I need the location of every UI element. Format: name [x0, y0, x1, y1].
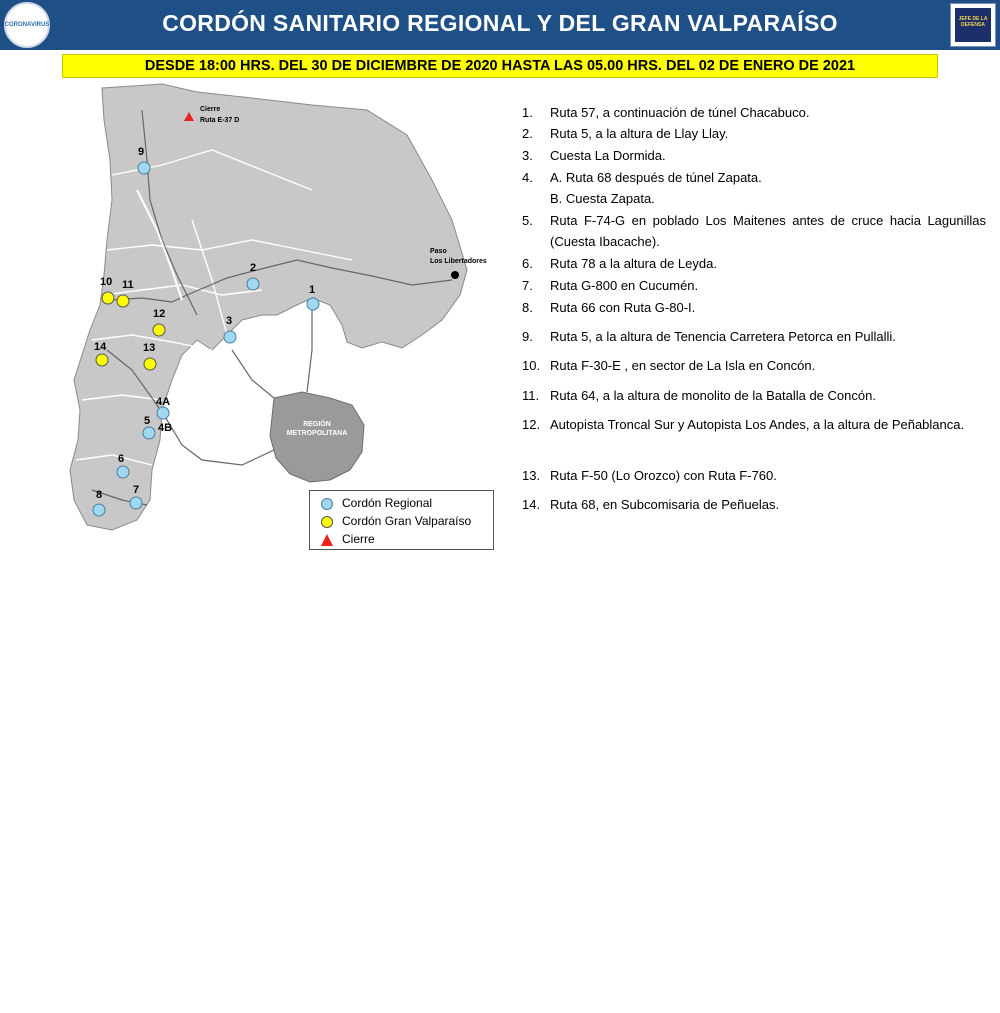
marker-label: 14	[94, 341, 107, 353]
route-num: 6.	[522, 256, 533, 271]
map-legend	[309, 490, 494, 550]
marker-label: 12	[153, 308, 166, 320]
route-num: 13.	[522, 468, 541, 483]
route-num: 14.	[522, 497, 541, 512]
coronavirus-logo	[4, 2, 50, 48]
logo-right-text: JEFE DE LA DEFENSA	[958, 16, 988, 28]
paso-label-1: Paso	[430, 248, 447, 255]
marker-label: 7	[133, 484, 140, 496]
marker-circle-icon	[117, 466, 129, 478]
route-text: Ruta F-30-E , en sector de La Isla en Concón.	[550, 358, 816, 373]
paso-marker-icon	[451, 271, 459, 279]
marker-label: 6	[118, 453, 125, 465]
route-num: 7.	[522, 278, 533, 293]
marker-label: 4B	[158, 422, 173, 434]
map-svg	[12, 80, 508, 560]
route-num: 3.	[522, 148, 533, 163]
route-text: Ruta F-50 (Lo Orozco) con Ruta F-760.	[550, 468, 777, 483]
page-title: CORDÓN SANITARIO REGIONAL Y DEL GRAN VALPARAÍSO	[162, 10, 838, 36]
route-text: Cuesta La Dormida.	[550, 148, 666, 163]
route-num: 12.	[522, 417, 541, 432]
route-num: 1.	[522, 105, 533, 120]
marker-label: 4A	[156, 396, 171, 408]
route-text: Ruta 66 con Ruta G-80-I.	[550, 300, 696, 315]
route-text: Ruta 64, a la altura de monolito de la Batalla de Concón.	[550, 388, 876, 403]
marker-circle-icon	[144, 358, 156, 370]
marker-4a[interactable]	[156, 396, 170, 419]
marker-circle-icon	[102, 292, 114, 304]
marker-label: 3	[226, 315, 233, 327]
route-text: Autopista Troncal Sur y Autopista Los Andes, a la altura de Peñablanca.	[550, 417, 965, 432]
route-text: Ruta 5, a la altura de Llay Llay.	[550, 126, 729, 141]
closure-label-1: Cierre	[200, 106, 221, 113]
marker-label: 8	[96, 489, 103, 501]
legend-gran-label: Cordón Gran Valparaíso	[342, 514, 472, 528]
marker-label: 13	[143, 342, 156, 354]
legend-cierre-label: Cierre	[342, 532, 375, 546]
route-text: Ruta 5, a la altura de Tenencia Carretera Petorca en Pullalli.	[550, 329, 896, 344]
date-banner: DESDE 18:00 HRS. DEL 30 DE DICIEMBRE DE 2020 HASTA LAS 05.00 HRS. DEL 02 DE ENERO DE 2021	[62, 54, 938, 78]
route-text: B. Cuesta Zapata.	[550, 191, 655, 206]
marker-circle-icon	[307, 298, 319, 310]
marker-label: 10	[100, 276, 113, 288]
region-label-2: METROPOLITANA	[286, 430, 348, 437]
closure-label-2: Ruta E-37 D	[200, 117, 240, 124]
marker-circle-icon	[153, 324, 165, 336]
route-num: 9.	[522, 329, 533, 344]
route-num: 5.	[522, 213, 533, 228]
route-text: Ruta 68, en Subcomisaria de Peñuelas.	[550, 497, 780, 512]
defense-crest-logo	[950, 3, 996, 47]
logo-left-text: CORONAVIRUS	[4, 21, 50, 28]
marker-4b[interactable]	[158, 422, 172, 434]
marker-label: 1	[309, 284, 316, 296]
route-num: 10.	[522, 358, 541, 373]
marker-circle-icon	[157, 407, 169, 419]
route-num: 2.	[522, 126, 533, 141]
marker-circle-icon	[130, 497, 142, 509]
legend-cierre-icon	[320, 533, 816, 1013]
paso-label-2: Los Libertadores	[430, 258, 487, 265]
marker-circle-icon	[143, 427, 155, 439]
marker-circle-icon	[247, 278, 259, 290]
route-text: A. Ruta 68 después de túnel Zapata.	[550, 170, 762, 185]
marker-circle-icon	[117, 295, 129, 307]
legend-regional-label: Cordón Regional	[342, 496, 433, 510]
route-num: 4.	[522, 170, 533, 185]
region-land	[70, 84, 467, 530]
marker-circle-icon	[96, 354, 108, 366]
metro-region	[270, 392, 364, 482]
marker-circle-icon	[138, 162, 150, 174]
header-bar	[0, 0, 1000, 50]
route-num: 11.	[522, 388, 540, 403]
route-num: 8.	[522, 300, 533, 315]
marker-circle-icon	[93, 504, 105, 516]
marker-circle-icon	[224, 331, 236, 343]
marker-label: 11	[122, 279, 134, 291]
region-label-1: REGIÓN	[303, 421, 331, 428]
route-text: Ruta 78 a la altura de Leyda.	[550, 256, 717, 271]
route-text: Ruta F-74-G en poblado Los Maitenes antes de cruce hacia Lagunillas (Cuesta Ibacache).	[550, 213, 986, 249]
region-map	[12, 80, 508, 560]
marker-label: 2	[250, 262, 257, 274]
marker-label: 5	[144, 415, 151, 427]
route-text: Ruta G-800 en Cucumén.	[550, 278, 699, 293]
route-text: Ruta 57, a continuación de túnel Chacabuco.	[550, 105, 810, 120]
marker-label: 9	[138, 146, 145, 158]
